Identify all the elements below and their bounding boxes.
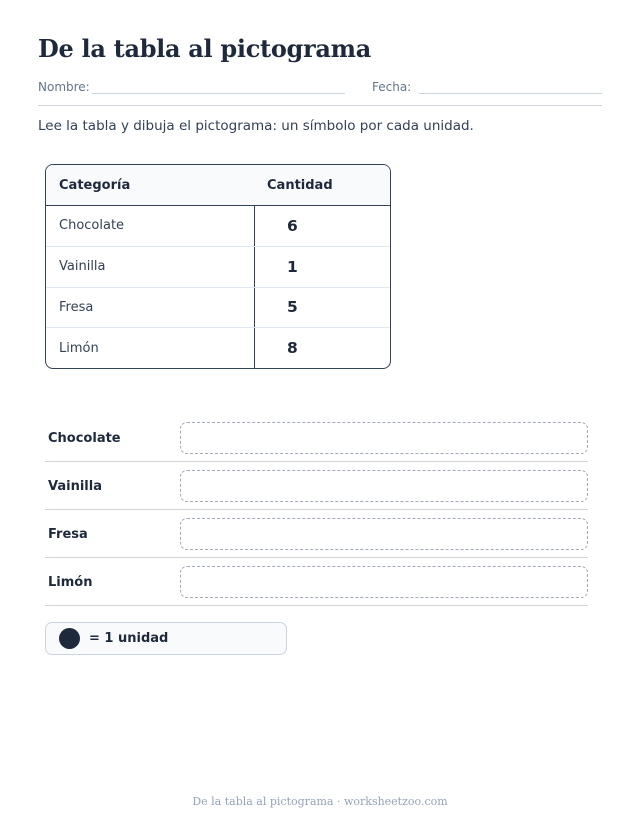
data-table xyxy=(45,164,391,369)
date-label: Fecha: xyxy=(372,80,412,94)
pictogram-row-label: Fresa xyxy=(48,527,88,542)
pictogram-row-label: Vainilla xyxy=(48,479,102,494)
pictogram xyxy=(45,415,588,607)
quantity-cell: 6 xyxy=(287,216,298,235)
footer: De la tabla al pictograma · worksheetzoo.com xyxy=(192,795,448,808)
category-cell: Fresa xyxy=(46,288,255,328)
quantity-cell: 8 xyxy=(287,339,298,358)
quantity-cell: 5 xyxy=(287,298,298,317)
category-cell: Vainilla xyxy=(46,247,255,287)
pictogram-row xyxy=(45,559,588,606)
table-header xyxy=(46,165,390,206)
pictogram-row xyxy=(45,415,588,462)
header-divider xyxy=(38,105,602,106)
quantity-cell: 1 xyxy=(287,257,298,276)
pictogram-drawing-area[interactable] xyxy=(180,518,588,550)
table-row xyxy=(46,206,390,246)
table-row xyxy=(46,246,390,287)
category-cell: Limón xyxy=(46,328,255,368)
legend-text: = 1 unidad xyxy=(89,631,169,646)
column-header-category: Categoría xyxy=(59,177,131,193)
pictogram-row-label: Limón xyxy=(48,575,93,590)
date-field[interactable] xyxy=(419,93,602,94)
name-label: Nombre: xyxy=(38,80,90,94)
instructions: Lee la tabla y dibuja el pictograma: un símbolo por cada unidad. xyxy=(38,118,474,134)
pictogram-row xyxy=(45,463,588,510)
student-info-row xyxy=(38,80,602,98)
pictogram-drawing-area[interactable] xyxy=(180,422,588,454)
name-field[interactable] xyxy=(92,93,345,94)
pictogram-row xyxy=(45,511,588,558)
legend xyxy=(45,622,287,655)
circle-icon xyxy=(59,628,80,649)
pictogram-drawing-area[interactable] xyxy=(180,470,588,502)
column-header-quantity: Cantidad xyxy=(267,177,333,193)
pictogram-row-label: Chocolate xyxy=(48,431,121,446)
pictogram-drawing-area[interactable] xyxy=(180,566,588,598)
table-body xyxy=(46,206,390,368)
table-row xyxy=(46,287,390,328)
category-cell: Chocolate xyxy=(46,206,255,246)
page-title: De la tabla al pictograma xyxy=(38,34,371,63)
table-row xyxy=(46,327,390,368)
